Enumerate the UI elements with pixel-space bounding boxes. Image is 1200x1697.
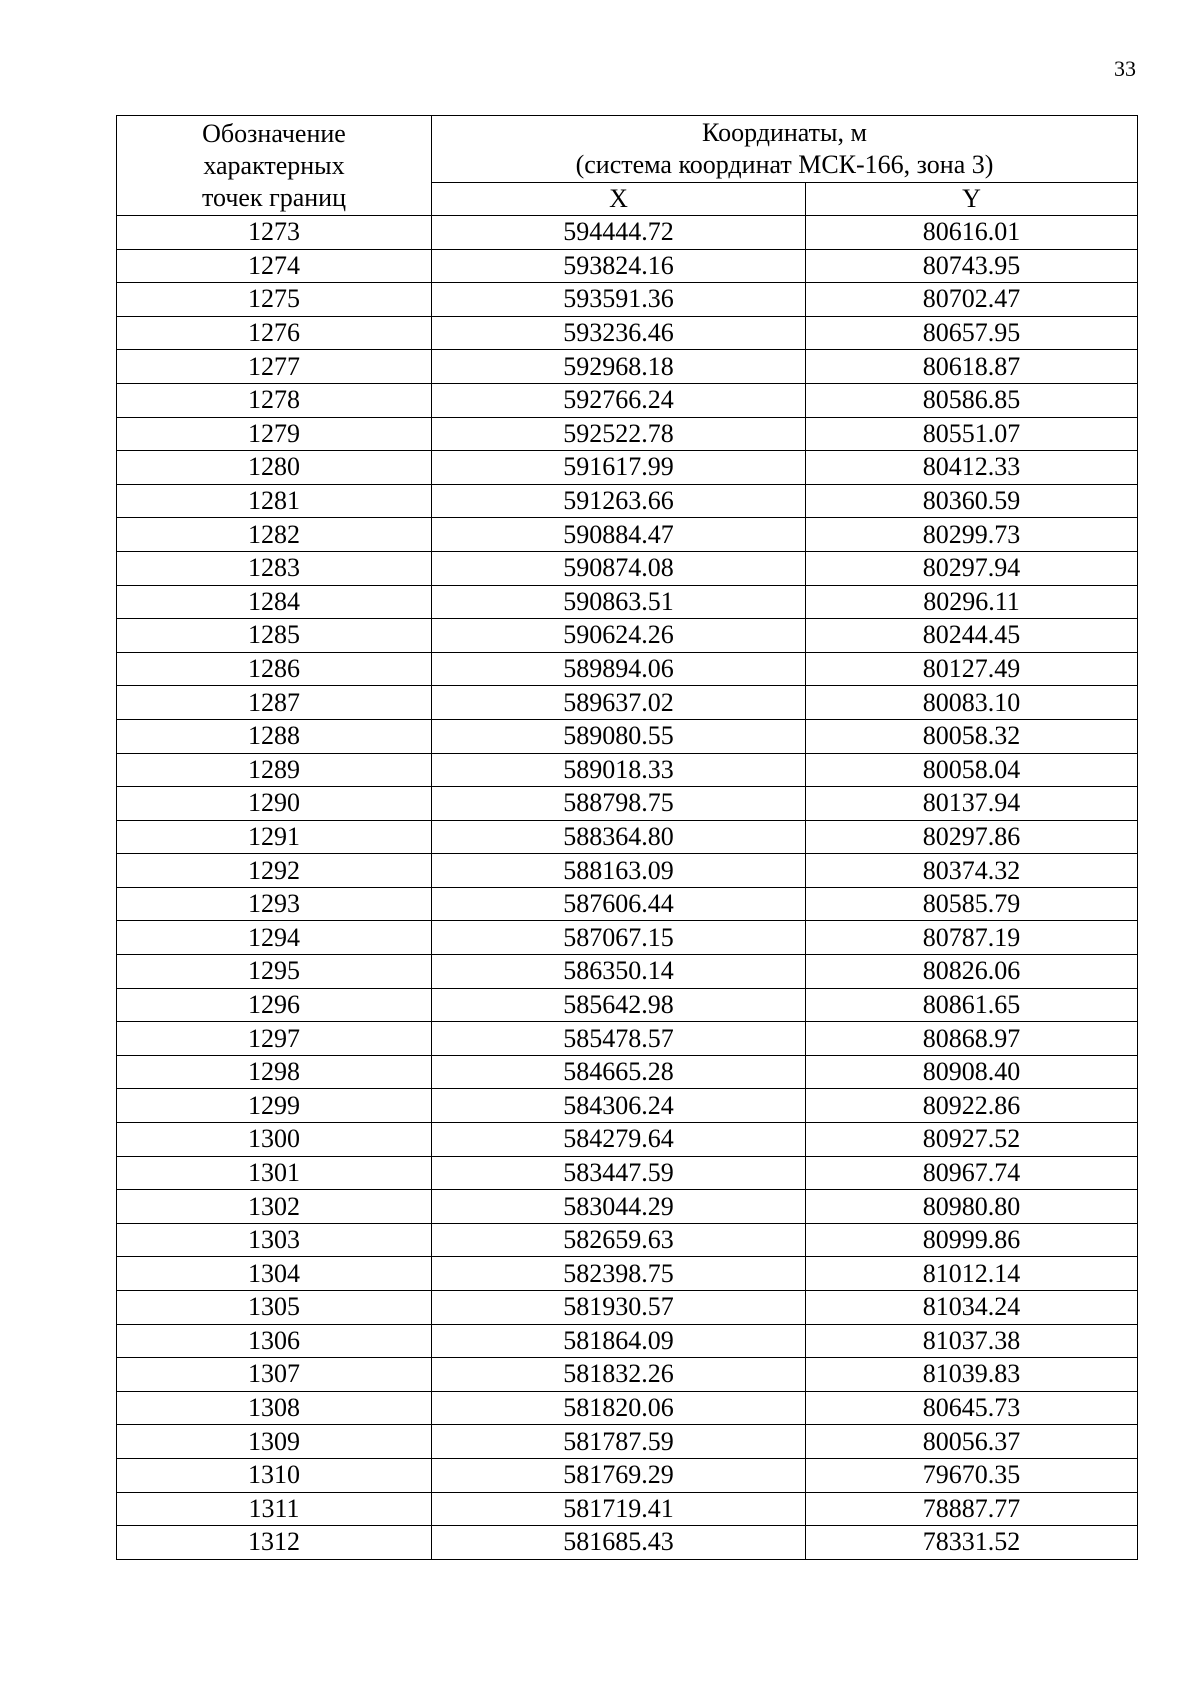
x-coordinate-cell: 581864.09 [432,1324,806,1358]
point-cell: 1293 [117,887,432,921]
table-row [117,417,1138,451]
x-coordinate-cell: 589637.02 [432,686,806,720]
point-designation-header [117,116,432,216]
table-row [117,1223,1138,1257]
x-coordinate-cell: 592522.78 [432,417,806,451]
y-coordinate-cell: 80137.94 [806,787,1138,821]
x-coordinate-cell: 585478.57 [432,1022,806,1056]
point-cell: 1303 [117,1223,432,1257]
y-coordinate-cell: 80743.95 [806,249,1138,283]
x-coordinate-cell: 584306.24 [432,1089,806,1123]
point-cell: 1282 [117,518,432,552]
y-coordinate-cell: 80868.97 [806,1022,1138,1056]
y-coordinate-cell: 80922.86 [806,1089,1138,1123]
x-coordinate-cell: 583447.59 [432,1156,806,1190]
x-coordinate-cell: 581719.41 [432,1492,806,1526]
coordinates-table [116,115,1138,1560]
y-coordinate-cell: 80618.87 [806,350,1138,384]
x-coordinate-cell: 588364.80 [432,820,806,854]
point-cell: 1296 [117,988,432,1022]
y-coordinate-cell: 80296.11 [806,585,1138,619]
x-coordinate-cell: 593591.36 [432,283,806,317]
y-coordinate-cell: 80083.10 [806,686,1138,720]
y-coordinate-cell: 80927.52 [806,1123,1138,1157]
table-row [117,1022,1138,1056]
y-coordinate-cell: 80412.33 [806,451,1138,485]
table-row [117,518,1138,552]
point-cell: 1311 [117,1492,432,1526]
point-cell: 1290 [117,787,432,821]
x-coordinate-cell: 585642.98 [432,988,806,1022]
y-coordinate-cell: 81039.83 [806,1358,1138,1392]
point-cell: 1308 [117,1391,432,1425]
table-row [117,955,1138,989]
point-cell: 1289 [117,753,432,787]
point-cell: 1280 [117,451,432,485]
x-coordinate-cell: 593236.46 [432,316,806,350]
point-cell: 1304 [117,1257,432,1291]
table-body [117,216,1138,1560]
point-cell: 1284 [117,585,432,619]
point-cell: 1299 [117,1089,432,1123]
point-cell: 1279 [117,417,432,451]
x-coordinate-cell: 581685.43 [432,1526,806,1560]
y-coordinate-cell: 80374.32 [806,854,1138,888]
point-cell: 1305 [117,1291,432,1325]
point-cell: 1283 [117,551,432,585]
x-column-header: X [432,183,806,216]
page-number: 33 [1114,56,1136,81]
table-row [117,887,1138,921]
y-coordinate-cell: 80861.65 [806,988,1138,1022]
x-coordinate-cell: 588163.09 [432,854,806,888]
y-coordinate-cell: 80058.32 [806,719,1138,753]
table-row [117,1257,1138,1291]
x-coordinate-cell: 584665.28 [432,1055,806,1089]
point-cell: 1274 [117,249,432,283]
point-cell: 1292 [117,854,432,888]
y-coordinate-cell: 80127.49 [806,652,1138,686]
table-row [117,585,1138,619]
y-coordinate-cell: 78331.52 [806,1526,1138,1560]
x-coordinate-cell: 587606.44 [432,887,806,921]
table-row [117,1458,1138,1492]
table-row [117,753,1138,787]
table-row [117,1324,1138,1358]
point-cell: 1307 [117,1358,432,1392]
y-coordinate-cell: 80616.01 [806,216,1138,250]
y-coordinate-cell: 81034.24 [806,1291,1138,1325]
table-row [117,787,1138,821]
point-header-line: точек границ [201,182,347,212]
x-coordinate-cell: 589894.06 [432,652,806,686]
x-coordinate-cell: 586350.14 [432,955,806,989]
y-coordinate-cell: 80826.06 [806,955,1138,989]
table-row [117,1492,1138,1526]
y-coordinate-cell: 79670.35 [806,1458,1138,1492]
table-row [117,249,1138,283]
x-coordinate-cell: 581832.26 [432,1358,806,1392]
y-coordinate-cell: 80299.73 [806,518,1138,552]
table-row [117,820,1138,854]
point-cell: 1294 [117,921,432,955]
point-cell: 1286 [117,652,432,686]
y-coordinate-cell: 81012.14 [806,1257,1138,1291]
x-coordinate-cell: 581787.59 [432,1425,806,1459]
table-row [117,1291,1138,1325]
table-header [117,116,1138,216]
x-coordinate-cell: 588798.75 [432,787,806,821]
coordinates-header-line: Координаты, м [702,118,867,147]
y-coordinate-cell: 80787.19 [806,921,1138,955]
table-row [117,1156,1138,1190]
x-coordinate-cell: 594444.72 [432,216,806,250]
x-coordinate-cell: 589018.33 [432,753,806,787]
point-cell: 1281 [117,484,432,518]
table-row [117,921,1138,955]
table-row [117,1089,1138,1123]
x-coordinate-cell: 590624.26 [432,619,806,653]
point-cell: 1273 [117,216,432,250]
point-cell: 1301 [117,1156,432,1190]
point-cell: 1295 [117,955,432,989]
x-coordinate-cell: 592968.18 [432,350,806,384]
point-cell: 1276 [117,316,432,350]
table-row [117,652,1138,686]
y-coordinate-cell: 81037.38 [806,1324,1138,1358]
point-header-line: Обозначение [202,118,346,148]
y-coordinate-cell: 80551.07 [806,417,1138,451]
x-coordinate-cell: 582659.63 [432,1223,806,1257]
x-coordinate-cell: 581820.06 [432,1391,806,1425]
point-cell: 1287 [117,686,432,720]
point-cell: 1309 [117,1425,432,1459]
point-cell: 1285 [117,619,432,653]
point-cell: 1306 [117,1324,432,1358]
x-coordinate-cell: 589080.55 [432,719,806,753]
x-coordinate-cell: 592766.24 [432,383,806,417]
y-coordinate-cell: 80297.86 [806,820,1138,854]
y-coordinate-cell: 80657.95 [806,316,1138,350]
y-coordinate-cell: 80056.37 [806,1425,1138,1459]
point-cell: 1277 [117,350,432,384]
x-coordinate-cell: 582398.75 [432,1257,806,1291]
table-row [117,1123,1138,1157]
point-cell: 1310 [117,1458,432,1492]
point-cell: 1278 [117,383,432,417]
point-cell: 1302 [117,1190,432,1224]
x-coordinate-cell: 593824.16 [432,249,806,283]
point-cell: 1288 [117,719,432,753]
table-row [117,383,1138,417]
x-coordinate-cell: 584279.64 [432,1123,806,1157]
table-row [117,619,1138,653]
y-coordinate-cell: 80967.74 [806,1156,1138,1190]
table-row [117,1391,1138,1425]
y-coordinate-cell: 78887.77 [806,1492,1138,1526]
x-coordinate-cell: 581769.29 [432,1458,806,1492]
x-coordinate-cell: 591617.99 [432,451,806,485]
y-coordinate-cell: 80297.94 [806,551,1138,585]
table-row [117,1526,1138,1560]
y-coordinate-cell: 80058.04 [806,753,1138,787]
x-coordinate-cell: 581930.57 [432,1291,806,1325]
table-row [117,1055,1138,1089]
coordinates-header [432,116,1138,183]
x-coordinate-cell: 587067.15 [432,921,806,955]
table-row [117,216,1138,250]
x-coordinate-cell: 590863.51 [432,585,806,619]
y-coordinate-cell: 80999.86 [806,1223,1138,1257]
x-coordinate-cell: 590874.08 [432,551,806,585]
point-cell: 1312 [117,1526,432,1560]
y-coordinate-cell: 80908.40 [806,1055,1138,1089]
y-coordinate-cell: 80586.85 [806,383,1138,417]
coordinates-header-line: (система координат МСК-166, зона 3) [575,150,994,179]
table-row [117,316,1138,350]
table-row [117,551,1138,585]
table-row [117,350,1138,384]
table-row [117,1190,1138,1224]
x-coordinate-cell: 583044.29 [432,1190,806,1224]
table-row [117,451,1138,485]
point-cell: 1291 [117,820,432,854]
y-coordinate-cell: 80585.79 [806,887,1138,921]
table-row [117,988,1138,1022]
y-coordinate-cell: 80360.59 [806,484,1138,518]
point-header-line: характерных [203,150,345,180]
x-coordinate-cell: 590884.47 [432,518,806,552]
point-cell: 1298 [117,1055,432,1089]
point-cell: 1297 [117,1022,432,1056]
y-coordinate-cell: 80244.45 [806,619,1138,653]
y-coordinate-cell: 80980.80 [806,1190,1138,1224]
table-row [117,719,1138,753]
point-cell: 1300 [117,1123,432,1157]
table-row [117,1358,1138,1392]
y-coordinate-cell: 80645.73 [806,1391,1138,1425]
x-coordinate-cell: 591263.66 [432,484,806,518]
table-row [117,686,1138,720]
table-row [117,1425,1138,1459]
table-row [117,484,1138,518]
point-cell: 1275 [117,283,432,317]
y-column-header: Y [806,183,1138,216]
table-row [117,854,1138,888]
table-row [117,283,1138,317]
y-coordinate-cell: 80702.47 [806,283,1138,317]
